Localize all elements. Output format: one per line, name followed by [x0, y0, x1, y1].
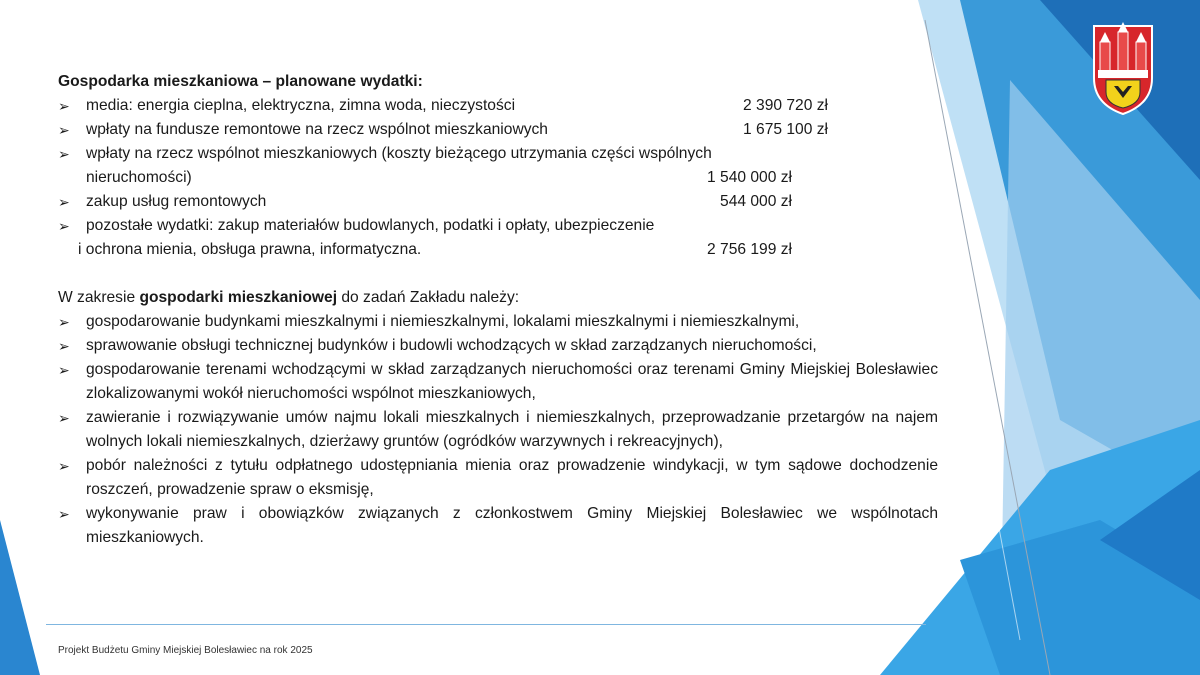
expense-amount: 2 756 199 zł [707, 241, 792, 258]
bullet-arrow-icon: ➢ [58, 146, 70, 162]
bullet-arrow-icon: ➢ [58, 506, 70, 522]
expense-item: ➢ media: energia cieplna, elektryczna, zimna woda, nieczystości 2 390 720 zł [58, 94, 828, 118]
expense-item: ➢ pozostałe wydatki: zakup materiałów budowlanych, podatki i opłaty, ubezpieczenie i ochrona mienia, obsługa prawna, informatyczna. 2 756 199 zł [58, 214, 828, 262]
task-item: ➢ sprawowanie obsługi technicznej budynków i budowli wchodzących w skład zarządzanych nieruchomości, [58, 334, 938, 358]
bullet-arrow-icon: ➢ [58, 98, 70, 114]
task-item: ➢ wykonywanie praw i obowiązków związanych z członkostwem Gminy Miejskiej Bolesławiec we wspólnotach mieszkaniowych. [58, 502, 938, 550]
expense-amount: 544 000 zł [720, 193, 792, 210]
expense-item: ➢ wpłaty na rzecz wspólnot mieszkaniowych (koszty bieżącego utrzymania części wspólnych nieruchomości) 1 540 000 zł [58, 142, 828, 190]
bullet-arrow-icon: ➢ [58, 314, 70, 330]
footer-text: Projekt Budżetu Gminy Miejskiej Bolesławiec na rok 2025 [58, 645, 313, 656]
bullet-arrow-icon: ➢ [58, 194, 70, 210]
bullet-arrow-icon: ➢ [58, 338, 70, 354]
task-item: ➢ gospodarowanie terenami wchodzącymi w skład zarządzanych nieruchomości oraz terenami Gminy Miejskiej Bolesławiec zlokalizowanymi wokół nieruchomości wspólnot mieszkaniowych, [58, 358, 938, 406]
bullet-arrow-icon: ➢ [58, 362, 70, 378]
bullet-arrow-icon: ➢ [58, 122, 70, 138]
bullet-arrow-icon: ➢ [58, 218, 70, 234]
section1-heading: Gospodarka mieszkaniowa – planowane wydatki: [58, 73, 423, 90]
task-item: ➢ pobór należności z tytułu odpłatnego udostępniania mienia oraz prowadzenie windykacji, w tym sądowe dochodzenie roszczeń, prowadzenie spraw o eksmisję, [58, 454, 938, 502]
expense-item: ➢ wpłaty na fundusze remontowe na rzecz wspólnot mieszkaniowych 1 675 100 zł [58, 118, 828, 142]
section2-intro: W zakresie gospodarki mieszkaniowej do zadań Zakładu należy: [58, 289, 520, 306]
city-crest-logo [1092, 20, 1154, 116]
expense-amount: 2 390 720 zł [743, 97, 828, 114]
expense-item: ➢ zakup usług remontowych 544 000 zł [58, 190, 792, 214]
bullet-arrow-icon: ➢ [58, 458, 70, 474]
task-item: ➢ zawieranie i rozwiązywanie umów najmu lokali mieszkalnych i niemieszkalnych, przeprowadzanie przetargów na najem wolnych lokali niemieszkalnych, dzierżawy gruntów (ogródków warzywnych i rekreacyjnych), [58, 406, 938, 454]
bullet-arrow-icon: ➢ [58, 410, 70, 426]
expense-amount: 1 675 100 zł [743, 121, 828, 138]
footer-divider [46, 624, 926, 625]
task-item: ➢ gospodarowanie budynkami mieszkalnymi i niemieszkalnymi, lokalami mieszkalnymi i niemieszkalnymi, [58, 310, 938, 334]
slide-content [58, 70, 938, 550]
expense-amount: 1 540 000 zł [707, 169, 792, 186]
